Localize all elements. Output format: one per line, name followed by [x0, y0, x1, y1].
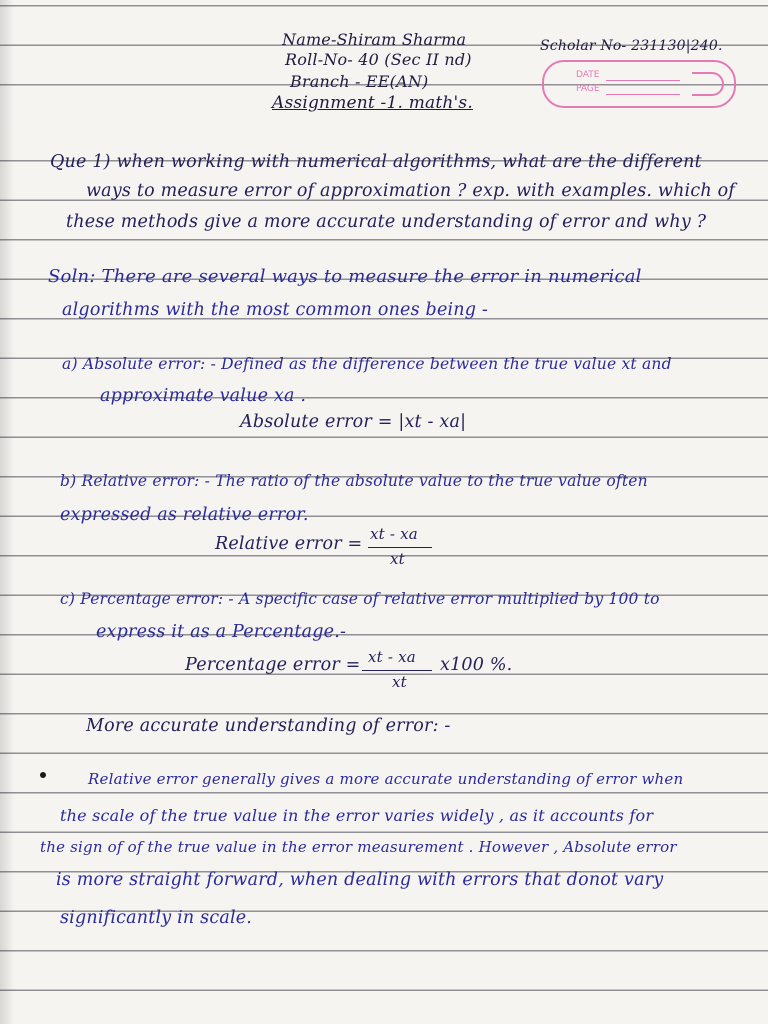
- relative-error-fraction-bar: [368, 547, 432, 548]
- conclusion-line-4: is more straight forward, when dealing with errors that donot vary: [56, 870, 664, 890]
- stamp-page-line: [606, 94, 680, 95]
- relative-error-heading: b) Relative error: - The ratio of the absolute value to the true value often: [60, 472, 648, 490]
- absolute-error-cont: approximate value xa .: [100, 386, 307, 406]
- percentage-error-numerator: xt - xa: [368, 648, 416, 666]
- absolute-error-heading: a) Absolute error: - Defined as the difference between the true value xt and: [62, 355, 672, 373]
- percentage-error-multiplier: x100 %.: [440, 655, 513, 675]
- relative-error-formula-label: Relative error =: [215, 534, 363, 554]
- solution-line-2: algorithms with the most common ones being -: [62, 300, 489, 320]
- relative-error-denominator: xt: [390, 550, 405, 568]
- student-name: Name-Shiram Sharma: [282, 30, 467, 49]
- page-edge-shadow: [0, 0, 14, 1024]
- stamp-date-label: DATE: [576, 70, 600, 80]
- conclusion-line-1: Relative error generally gives a more accurate understanding of error when: [88, 770, 684, 788]
- question-line-2: ways to measure error of approximation ? exp. with examples. which of: [86, 181, 736, 201]
- conclusion-line-5: significantly in scale.: [60, 908, 253, 928]
- stamp-page-label: PAGE: [576, 84, 600, 94]
- bullet-point: [40, 772, 46, 778]
- percentage-error-heading: c) Percentage error: - A specific case of relative error multiplied by 100 to: [60, 590, 660, 608]
- percentage-error-cont: express it as a Percentage.-: [96, 622, 347, 642]
- percentage-error-fraction-bar: [362, 670, 432, 671]
- solution-line-1: Soln: There are several ways to measure the error in numerical: [48, 266, 642, 287]
- question-line-1: Que 1) when working with numerical algorithms, what are the different: [50, 152, 702, 172]
- absolute-error-formula: Absolute error = |xt - xa|: [240, 412, 467, 432]
- percentage-error-formula-label: Percentage error =: [185, 655, 361, 675]
- relative-error-cont: expressed as relative error.: [60, 505, 309, 525]
- conclusion-line-2: the scale of the true value in the error varies widely , as it accounts for: [60, 806, 654, 825]
- stamp-date-line: [606, 80, 680, 81]
- conclusion-heading: More accurate understanding of error: -: [86, 716, 451, 736]
- scholar-number: Scholar No- 231130|240.: [540, 38, 723, 54]
- question-line-3: these methods give a more accurate understanding of error and why ?: [66, 212, 707, 232]
- branch: Branch - EE(AN): [290, 72, 429, 91]
- percentage-error-denominator: xt: [392, 673, 407, 691]
- conclusion-line-3: the sign of of the true value in the error measurement . However , Absolute error: [40, 838, 677, 856]
- relative-error-numerator: xt - xa: [370, 525, 418, 543]
- roll-number: Roll-No- 40 (Sec II nd): [285, 50, 472, 69]
- stamp-arrow: [692, 72, 724, 96]
- assignment-title: Assignment -1. math's.: [272, 93, 473, 113]
- date-page-stamp: [542, 60, 736, 108]
